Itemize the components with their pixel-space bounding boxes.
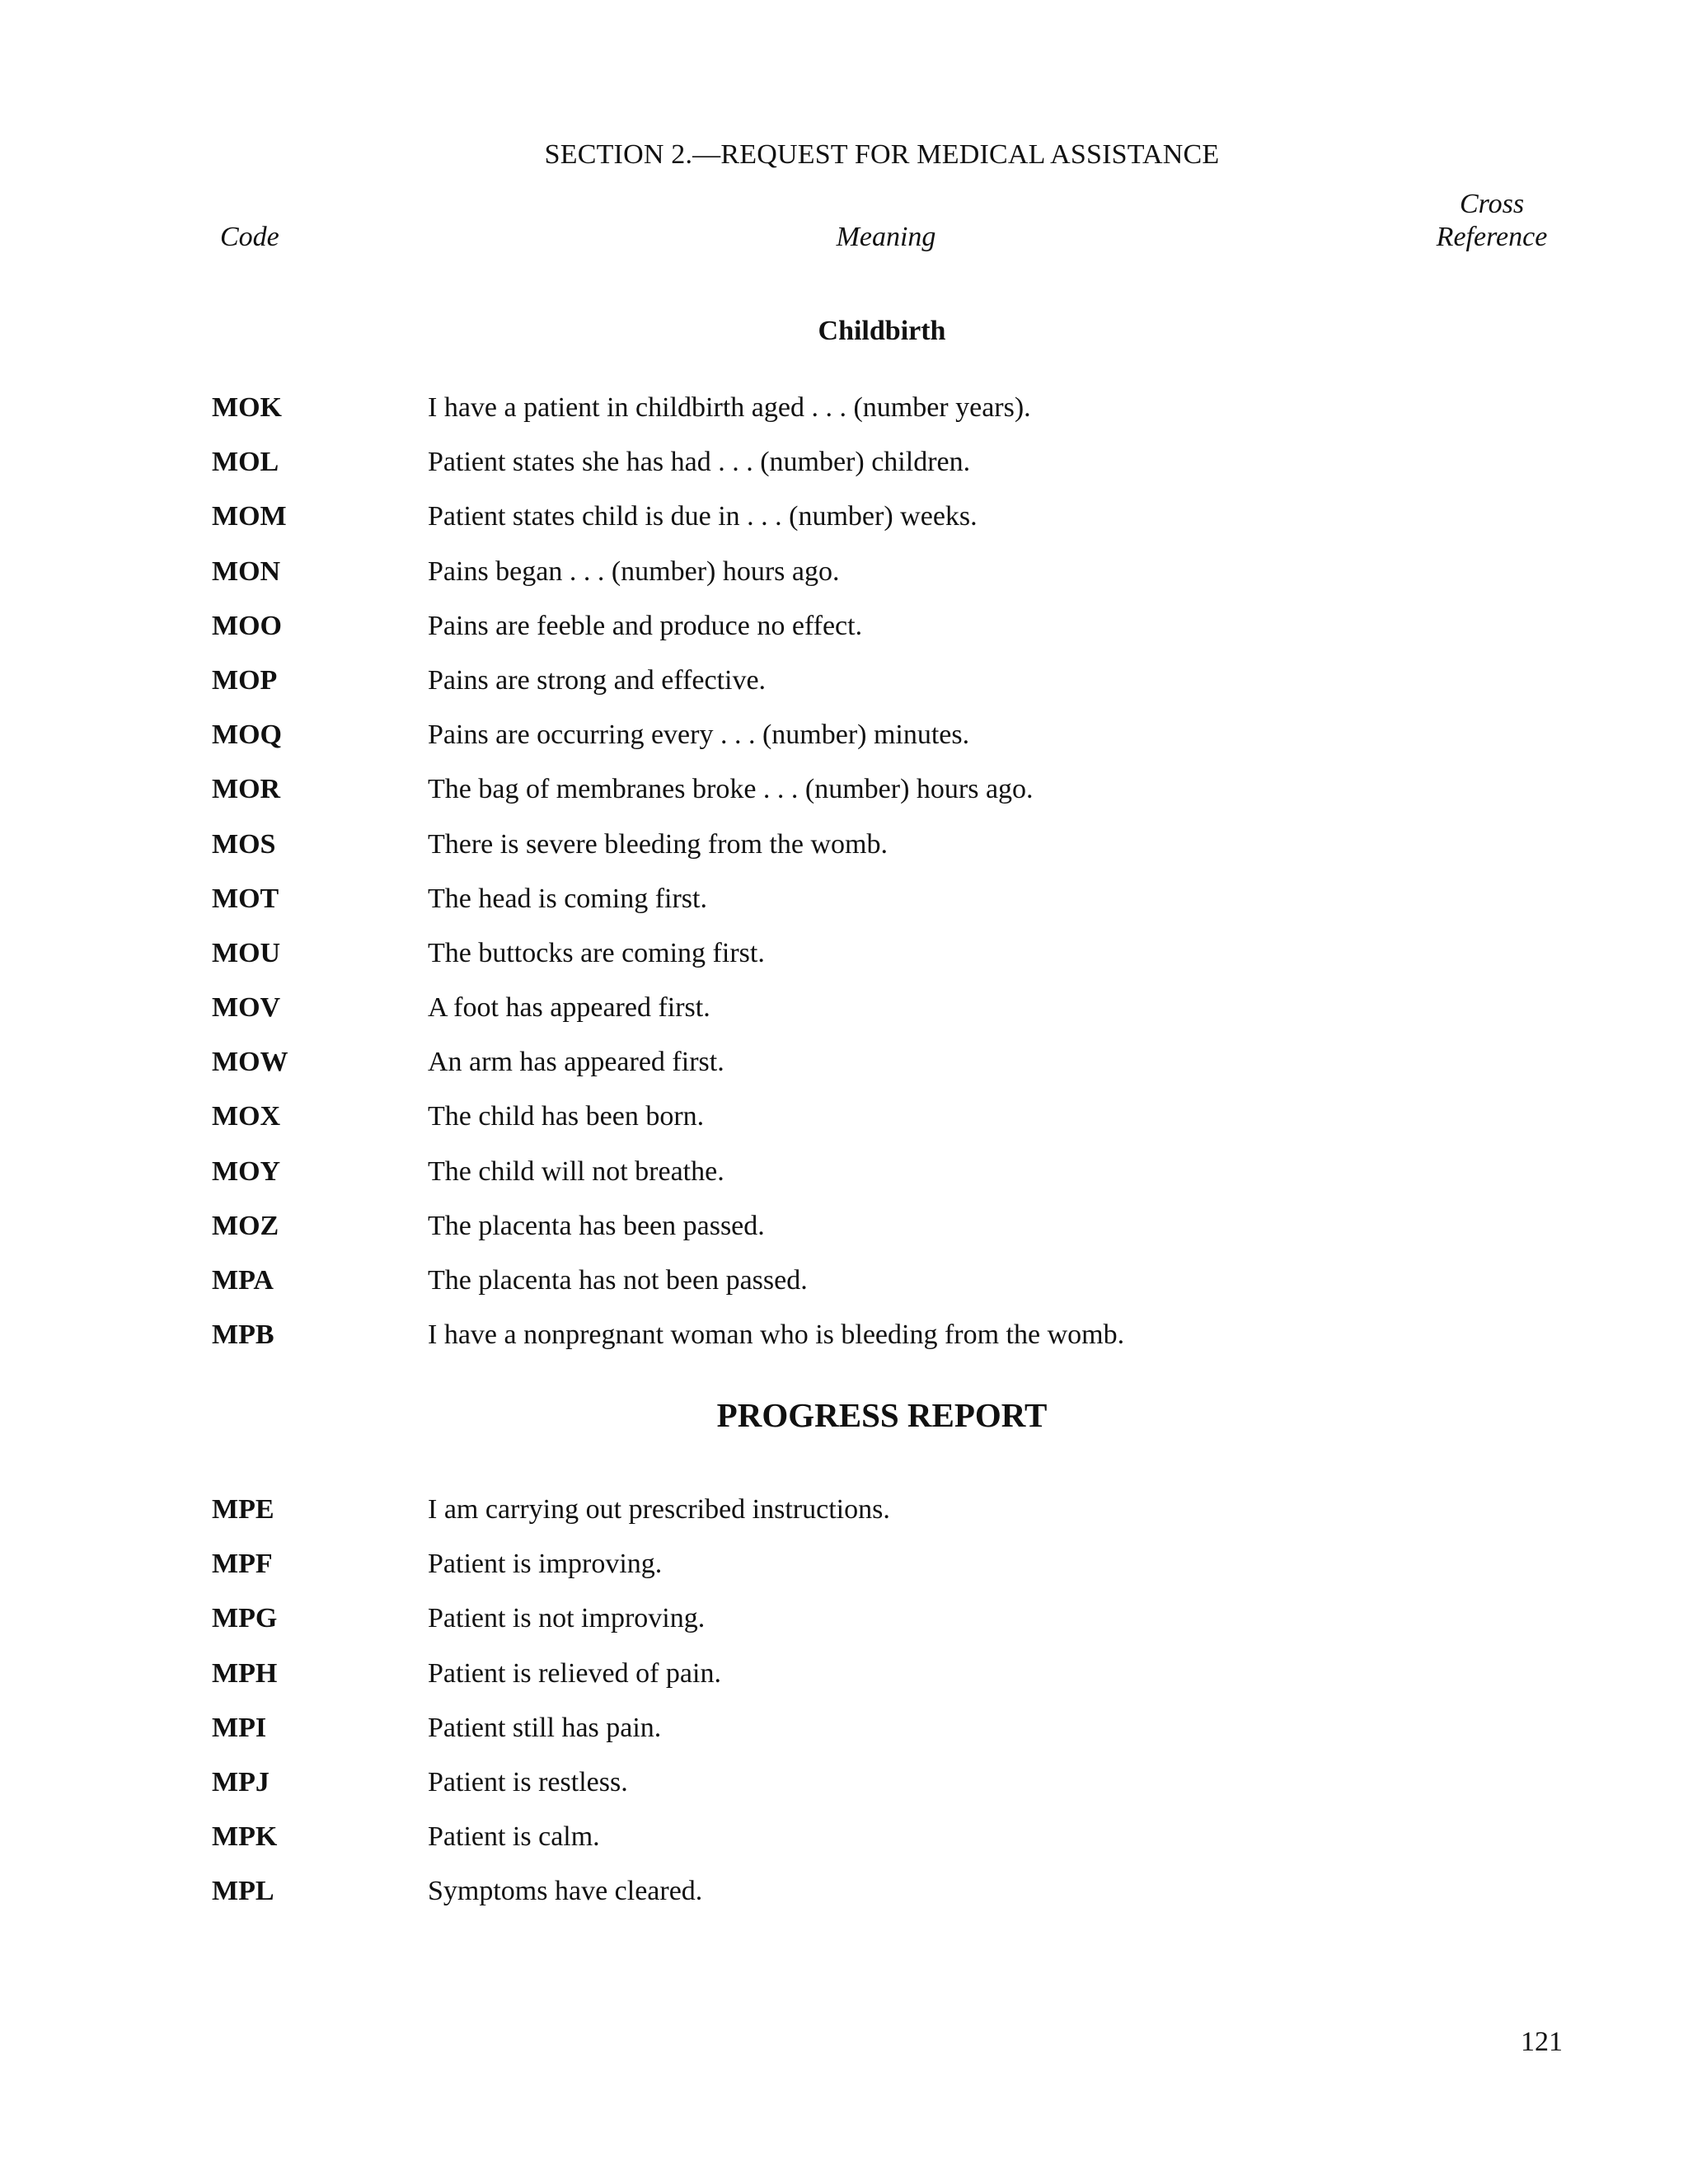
signal-meaning: Patient states she has had . . . (number) children. <box>428 447 971 478</box>
signal-code: MPE <box>212 1494 274 1525</box>
signal-meaning: Patient is not improving. <box>428 1603 706 1634</box>
column-header-cross-reference <box>1409 188 1574 254</box>
childbirth-code-list <box>0 391 1688 1373</box>
signal-meaning: The head is coming first. <box>428 883 707 914</box>
signal-meaning: The child will not breathe. <box>428 1155 724 1187</box>
signal-code: MOT <box>212 883 279 914</box>
signal-code: MPB <box>212 1319 274 1351</box>
code-row <box>0 1548 1688 1602</box>
code-row <box>0 1766 1688 1821</box>
code-row <box>0 1821 1688 1875</box>
signal-code: MOK <box>212 392 282 423</box>
signal-code: MOZ <box>212 1210 279 1241</box>
code-row <box>0 1319 1688 1373</box>
code-row <box>0 1875 1688 1929</box>
signal-meaning: A foot has appeared first. <box>428 992 710 1024</box>
signal-code: MPI <box>212 1712 267 1743</box>
code-row <box>0 446 1688 500</box>
signal-code: MOS <box>212 828 276 860</box>
signal-meaning: Pains are strong and effective. <box>428 664 767 696</box>
code-row <box>0 719 1688 773</box>
cross-reference-line-2: Reference <box>1436 222 1548 252</box>
signal-code: MPK <box>212 1821 278 1853</box>
signal-meaning: Pains began . . . (number) hours ago. <box>428 555 840 587</box>
code-row <box>0 828 1688 883</box>
signal-meaning: I am carrying out prescribed instructions. <box>428 1494 890 1525</box>
code-row <box>0 991 1688 1046</box>
column-header-code: Code <box>220 222 279 252</box>
signal-code: MPJ <box>212 1766 270 1797</box>
signal-code: MOQ <box>212 719 282 751</box>
signal-meaning: The placenta has not been passed. <box>428 1265 808 1296</box>
signal-meaning: Pains are feeble and produce no effect. <box>428 610 863 641</box>
signal-code: MOW <box>212 1047 288 1078</box>
signal-meaning: The buttocks are coming first. <box>428 937 765 968</box>
signal-code: MOU <box>212 937 281 968</box>
signal-meaning: I have a patient in childbirth aged . . . (number years). <box>428 392 1031 423</box>
signal-code: MPH <box>212 1657 278 1689</box>
code-row <box>0 1210 1688 1264</box>
signal-meaning: I have a nonpregnant woman who is bleeding from the womb. <box>428 1319 1125 1351</box>
signal-meaning: The placenta has been passed. <box>428 1210 765 1241</box>
code-row <box>0 391 1688 446</box>
signal-code: MOM <box>212 501 287 532</box>
signal-code: MOY <box>212 1155 281 1187</box>
signal-code: MOX <box>212 1101 281 1132</box>
code-row <box>0 1657 1688 1712</box>
signal-code: MOR <box>212 774 281 805</box>
signal-code: MOO <box>212 610 282 641</box>
childbirth-heading: Childbirth <box>818 316 946 346</box>
page-number: 121 <box>1521 2027 1563 2057</box>
code-row <box>0 883 1688 937</box>
code-row <box>0 773 1688 827</box>
signal-code: MOP <box>212 664 278 696</box>
code-row <box>0 500 1688 555</box>
signal-meaning: An arm has appeared first. <box>428 1047 724 1078</box>
signal-code: MPF <box>212 1549 273 1580</box>
signal-meaning: The child has been born. <box>428 1101 705 1132</box>
signal-meaning: Patient is calm. <box>428 1821 600 1853</box>
progress-report-code-list <box>0 1493 1688 1930</box>
signal-code: MPG <box>212 1603 278 1634</box>
signal-meaning: There is severe bleeding from the womb. <box>428 828 888 860</box>
code-row <box>0 1493 1688 1548</box>
code-row <box>0 610 1688 664</box>
cross-reference-line-1: Cross <box>1459 189 1525 219</box>
signal-meaning: Patient is relieved of pain. <box>428 1657 721 1689</box>
progress-report-heading: PROGRESS REPORT <box>716 1396 1048 1434</box>
signal-meaning: Patient is improving. <box>428 1549 663 1580</box>
signal-meaning: The bag of membranes broke . . . (number) hours ago. <box>428 774 1034 805</box>
signal-code: MOL <box>212 447 279 478</box>
column-header-meaning: Meaning <box>836 222 936 252</box>
code-row <box>0 1155 1688 1210</box>
signal-code: MOV <box>212 992 281 1024</box>
signal-meaning: Symptoms have cleared. <box>428 1876 703 1907</box>
code-row <box>0 1264 1688 1319</box>
signal-meaning: Patient states child is due in . . . (number) weeks. <box>428 501 978 532</box>
code-row <box>0 1046 1688 1100</box>
signal-code: MPL <box>212 1876 274 1907</box>
signal-code: MON <box>212 555 281 587</box>
signal-meaning: Pains are occurring every . . . (number) minutes. <box>428 719 970 751</box>
code-row <box>0 1712 1688 1766</box>
signal-meaning: Patient is restless. <box>428 1766 628 1797</box>
section-title: SECTION 2.—REQUEST FOR MEDICAL ASSISTANCE <box>544 139 1220 170</box>
code-row <box>0 1602 1688 1657</box>
signal-code: MPA <box>212 1265 274 1296</box>
code-row <box>0 555 1688 610</box>
code-row <box>0 937 1688 991</box>
code-row <box>0 1100 1688 1155</box>
code-row <box>0 664 1688 719</box>
signal-meaning: Patient still has pain. <box>428 1712 662 1743</box>
